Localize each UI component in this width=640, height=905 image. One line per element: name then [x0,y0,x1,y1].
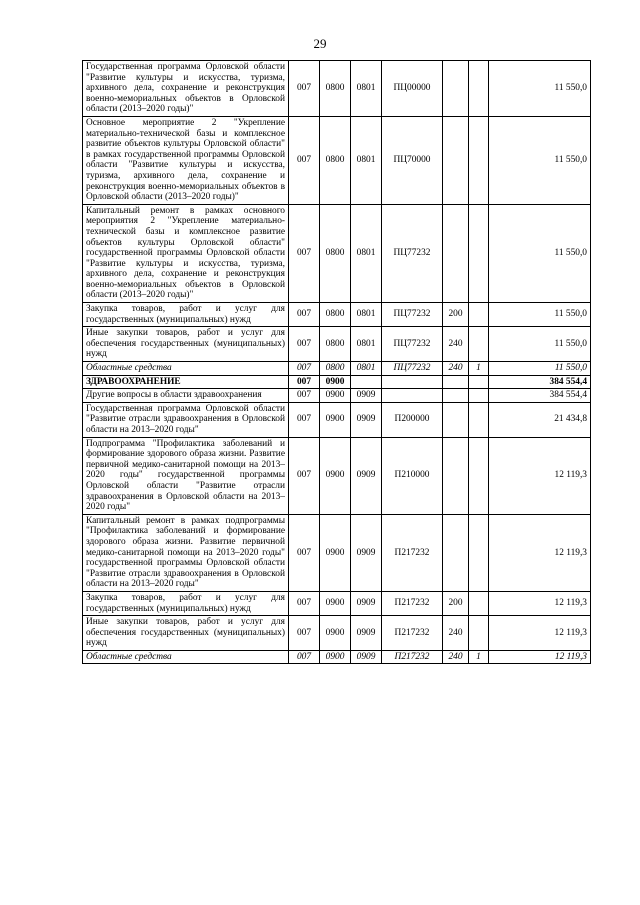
row-section-code: 0900 [320,437,351,514]
row-subsection-code: 0801 [351,303,382,327]
row-target-code [382,375,443,389]
row-subsection-code: 0801 [351,362,382,376]
row-name: ЗДРАВООХРАНЕНИЕ [83,375,289,389]
row-name: Основное мероприятие 2 "Укрепление материально-технической базы и комплексное развитие объектов культуры Орловской области" в рамках государственной программы Орловской области "Развитие культуры и искусства, туризма, архивного дела, сохранение и реконструкция военно-мемориальных объектов в Орловской области (2013–2020 годы)" [83,116,289,204]
row-target-code: П210000 [382,437,443,514]
row-section-code: 0900 [320,514,351,591]
row-amount: 384 554,4 [489,389,591,403]
row-ved-code: 007 [289,327,320,362]
row-expense-type-code [443,402,469,437]
row-name: Капитальный ремонт в рамках основного мероприятия 2 "Укрепление материально-технической базы и комплексное развитие объектов культуры Орловской области" государственной программы Орловской области "Развитие культуры и искусства, туризма, архивного дела, сохранение и реконструкция военно-мемориальных объектов в Орловской области (2013–2020 годы)" [83,204,289,302]
row-subsection-code: 0909 [351,616,382,651]
row-target-code: П217232 [382,591,443,615]
row-subsection-code: 0801 [351,61,382,117]
row-source-code [469,616,489,651]
row-section-code: 0900 [320,402,351,437]
row-subsection-code: 0801 [351,327,382,362]
row-section-code: 0900 [320,389,351,403]
row-amount: 11 550,0 [489,204,591,302]
row-source-code [469,591,489,615]
row-subsection-code: 0909 [351,591,382,615]
table-row [83,514,591,591]
row-name: Иные закупки товаров, работ и услуг для обеспечения государственных (муниципальных) нужд [83,616,289,651]
row-expense-type-code: 200 [443,303,469,327]
row-name: Иные закупки товаров, работ и услуг для обеспечения государственных (муниципальных) нужд [83,327,289,362]
row-target-code [382,389,443,403]
row-ved-code: 007 [289,402,320,437]
row-name: Государственная программа Орловской области "Развитие культуры и искусства, туризма, архивного дела, сохранение и реконструкция военно-мемориальных объектов в Орловской области (2013–2020 годы)" [83,61,289,117]
row-source-code: 1 [469,362,489,376]
row-name: Закупка товаров, работ и услуг для государственных (муниципальных) нужд [83,303,289,327]
row-ved-code: 007 [289,616,320,651]
table-row [83,116,591,204]
row-subsection-code: 0909 [351,402,382,437]
row-amount: 12 119,3 [489,437,591,514]
table-row [83,437,591,514]
row-ved-code: 007 [289,437,320,514]
row-ved-code: 007 [289,375,320,389]
row-section-code: 0800 [320,327,351,362]
row-name: Капитальный ремонт в рамках подпрограммы "Профилактика заболеваний и формирование здорового образа жизни. Развитие первичной медико-санитарной помощи на 2013–2020 годы" государственной программы Орловской области "Развитие отрасли здравоохранения в Орловской области на 2013–2020 годы" [83,514,289,591]
row-expense-type-code [443,375,469,389]
budget-table-body [83,61,591,664]
page-number: 29 [313,36,327,51]
row-amount: 11 550,0 [489,61,591,117]
row-source-code [469,375,489,389]
row-target-code: П217232 [382,514,443,591]
table-row [83,389,591,403]
row-source-code [469,116,489,204]
row-target-code: ПЦ77232 [382,362,443,376]
row-section-code: 0900 [320,591,351,615]
row-expense-type-code [443,389,469,403]
row-amount: 11 550,0 [489,303,591,327]
row-name: Областные средства [83,650,289,664]
row-section-code: 0800 [320,362,351,376]
row-target-code: ПЦ70000 [382,116,443,204]
row-section-code: 0900 [320,650,351,664]
row-section-code: 0800 [320,61,351,117]
row-amount: 12 119,3 [489,591,591,615]
budget-table [82,60,591,664]
row-expense-type-code: 240 [443,362,469,376]
row-target-code: П217232 [382,650,443,664]
table-row [83,591,591,615]
row-ved-code: 007 [289,362,320,376]
row-target-code: П217232 [382,616,443,651]
row-subsection-code: 0909 [351,437,382,514]
row-ved-code: 007 [289,650,320,664]
row-source-code [469,437,489,514]
row-ved-code: 007 [289,514,320,591]
row-name: Другие вопросы в области здравоохранения [83,389,289,403]
row-ved-code: 007 [289,303,320,327]
row-expense-type-code [443,514,469,591]
row-subsection-code: 0909 [351,389,382,403]
row-expense-type-code: 240 [443,616,469,651]
row-ved-code: 007 [289,591,320,615]
row-subsection-code: 0801 [351,204,382,302]
row-source-code [469,61,489,117]
row-name: Государственная программа Орловской области "Развитие отрасли здравоохранения в Орловской области на 2013–2020 годы" [83,402,289,437]
table-row [83,362,591,376]
row-source-code [469,204,489,302]
table-row [83,375,591,389]
row-section-code: 0800 [320,303,351,327]
row-target-code: ПЦ77232 [382,327,443,362]
row-amount: 12 119,3 [489,514,591,591]
row-target-code: ПЦ77232 [382,204,443,302]
row-subsection-code: 0909 [351,650,382,664]
row-expense-type-code: 240 [443,327,469,362]
row-target-code: ПЦ00000 [382,61,443,117]
row-source-code [469,514,489,591]
row-amount: 12 119,3 [489,650,591,664]
table-row [83,616,591,651]
row-amount: 11 550,0 [489,327,591,362]
row-source-code [469,389,489,403]
row-section-code: 0800 [320,116,351,204]
row-amount: 384 554,4 [489,375,591,389]
row-target-code: ПЦ77232 [382,303,443,327]
row-expense-type-code [443,116,469,204]
row-expense-type-code: 200 [443,591,469,615]
row-amount: 11 550,0 [489,362,591,376]
row-expense-type-code [443,61,469,117]
row-ved-code: 007 [289,204,320,302]
row-ved-code: 007 [289,116,320,204]
row-name: Областные средства [83,362,289,376]
row-amount: 21 434,8 [489,402,591,437]
row-ved-code: 007 [289,61,320,117]
row-subsection-code: 0909 [351,514,382,591]
table-row [83,204,591,302]
table-row [83,327,591,362]
row-source-code [469,327,489,362]
row-amount: 12 119,3 [489,616,591,651]
row-section-code: 0900 [320,616,351,651]
table-row [83,303,591,327]
row-expense-type-code: 240 [443,650,469,664]
table-row [83,402,591,437]
row-section-code: 0800 [320,204,351,302]
row-expense-type-code [443,437,469,514]
row-name: Подпрограмма "Профилактика заболеваний и формирование здорового образа жизни. Развитие первичной медико-санитарной помощи на 2013–2020 годы" государственной программы Орловской области "Развитие отрасли здравоохранения в Орловской области на 2013–2020 годы" [83,437,289,514]
row-subsection-code: 0801 [351,116,382,204]
row-source-code: 1 [469,650,489,664]
table-row [83,61,591,117]
row-name: Закупка товаров, работ и услуг для государственных (муниципальных) нужд [83,591,289,615]
table-row [83,650,591,664]
row-section-code: 0900 [320,375,351,389]
row-subsection-code [351,375,382,389]
row-target-code: П200000 [382,402,443,437]
row-source-code [469,402,489,437]
row-expense-type-code [443,204,469,302]
row-amount: 11 550,0 [489,116,591,204]
row-ved-code: 007 [289,389,320,403]
row-source-code [469,303,489,327]
